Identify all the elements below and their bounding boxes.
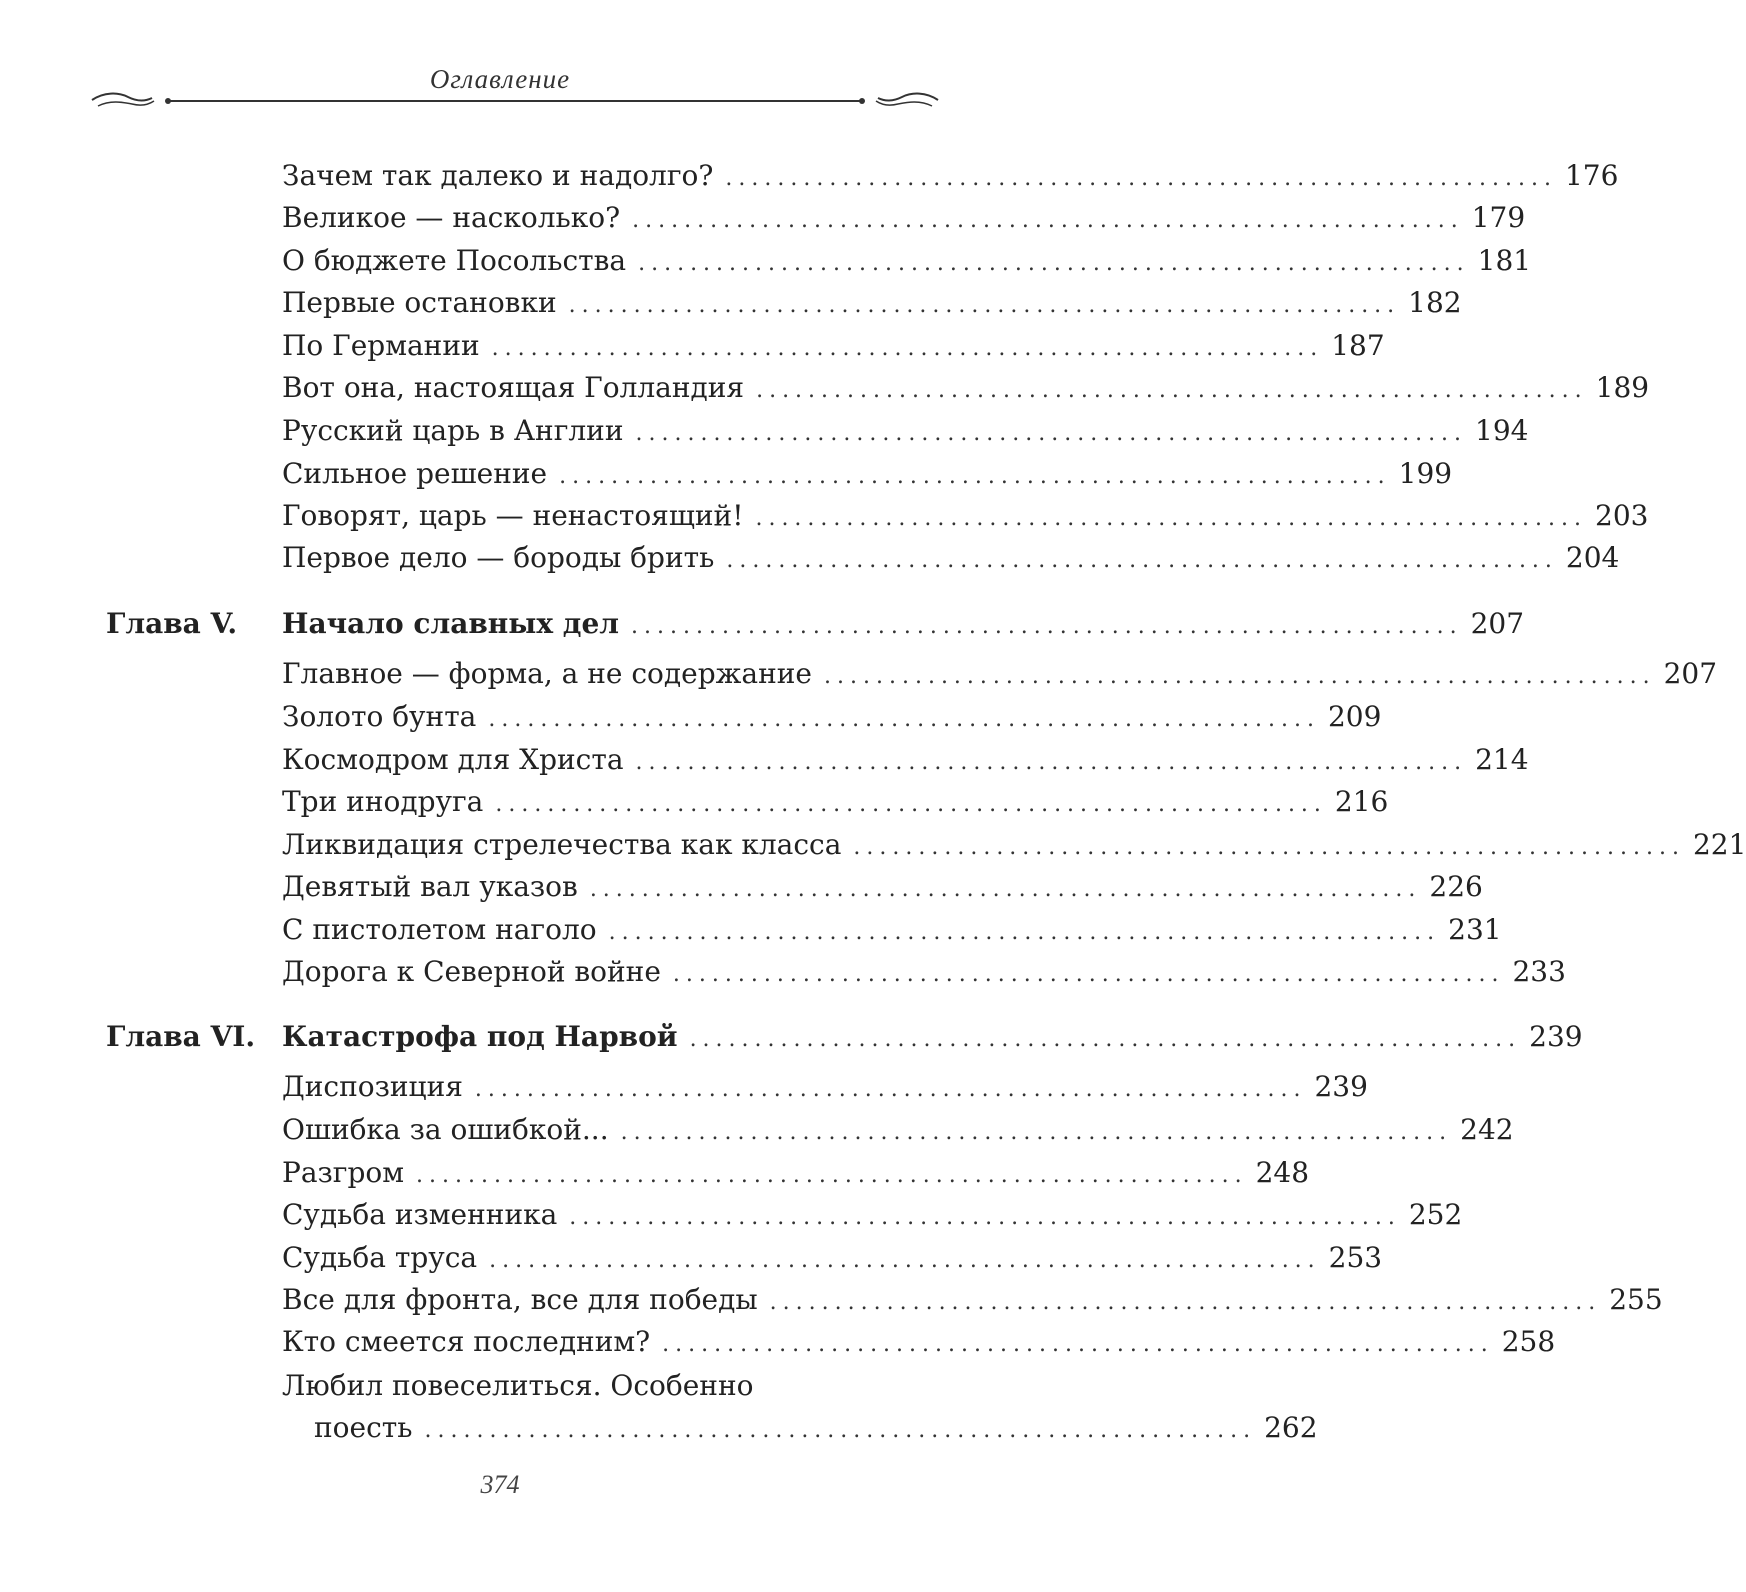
toc-entry-page: 207 <box>1663 657 1718 690</box>
dot-leader: ................................................................ <box>631 614 1463 639</box>
toc-entry-title: Ошибка за ошибкой... <box>282 1113 609 1146</box>
toc-entry-title: Космодром для Христа <box>282 743 624 776</box>
dot-leader: ................................................................ <box>620 1120 1453 1145</box>
dot-leader: ................................................................ <box>638 251 1470 276</box>
toc-entry-title: Судьба труса <box>282 1241 478 1274</box>
toc-entry-title: Разгром <box>282 1156 405 1189</box>
dot-leader: ................................................................ <box>632 208 1464 233</box>
toc-entry-page: 231 <box>1448 913 1502 946</box>
toc-entry[interactable] <box>282 1067 1368 1107</box>
toc-entry-page: 253 <box>1328 1241 1383 1274</box>
toc-entry-page: 248 <box>1255 1156 1310 1189</box>
dot-leader: ................................................................ <box>689 1027 1522 1052</box>
toc-entry-page: 233 <box>1512 955 1566 988</box>
toc-entry-page: 204 <box>1565 541 1620 574</box>
dot-leader: ................................................................ <box>589 877 1422 902</box>
toc-entry-page: 239 <box>1314 1070 1368 1103</box>
toc-entry-title: Девятый вал указов <box>282 870 578 903</box>
toc-entry[interactable] <box>282 326 1385 366</box>
toc-entry-page: 189 <box>1595 371 1650 404</box>
toc-entry[interactable] <box>282 1322 1556 1362</box>
toc-entry-page: 242 <box>1460 1113 1514 1146</box>
toc-entry-title-line1[interactable]: Любил повеселиться. Особенно <box>282 1369 754 1402</box>
toc-entry[interactable] <box>282 825 1746 865</box>
toc-entry-page: 262 <box>1264 1411 1318 1444</box>
toc-entry[interactable] <box>282 283 1462 323</box>
dot-leader: ................................................................ <box>635 750 1468 775</box>
toc-entry-title: Кто смеется последним? <box>282 1325 651 1358</box>
toc-entry-page: 221 <box>1692 828 1746 861</box>
toc-entry-page: 209 <box>1327 700 1382 733</box>
dot-leader: ................................................................ <box>672 962 1505 987</box>
dot-leader: ................................................................ <box>569 1205 1401 1230</box>
toc-entry[interactable] <box>282 411 1529 451</box>
dot-leader: ................................................................ <box>824 664 1656 689</box>
toc-entry[interactable] <box>282 156 1619 196</box>
toc-entry-title: Сильное решение <box>282 457 548 490</box>
header-ornament <box>92 86 938 116</box>
toc-entry-page: 214 <box>1475 743 1529 776</box>
dot-leader: ................................................................ <box>424 1418 1257 1443</box>
toc-entry[interactable] <box>282 1195 1463 1235</box>
toc-entry[interactable] <box>282 1153 1310 1193</box>
chapter-title: Начало славных дел <box>282 607 620 640</box>
toc-entry-title: Дорога к Северной войне <box>282 955 661 988</box>
toc-entry-title: Диспозиция <box>282 1070 463 1103</box>
dot-leader: ................................................................ <box>559 464 1391 489</box>
dot-leader: ................................................................ <box>662 1332 1494 1357</box>
dot-leader: ................................................................ <box>495 792 1327 817</box>
toc-entry-title: Все для фронта, все для победы <box>282 1283 758 1316</box>
toc-entry-page: 216 <box>1334 785 1389 818</box>
toc-entry-title: Зачем так далеко и надолго? <box>282 159 714 192</box>
dot-leader: ................................................................ <box>769 1290 1602 1315</box>
page-number: 374 <box>480 1470 520 1499</box>
toc-entry-page: 226 <box>1429 870 1483 903</box>
toc-entry[interactable] <box>282 782 1389 822</box>
toc-entry-title: Первые остановки <box>282 286 557 319</box>
toc-entry-title: Главное — форма, а не содержание <box>282 657 812 690</box>
chapter-label: Глава V. <box>106 607 238 640</box>
dot-leader: ................................................................ <box>608 920 1441 945</box>
toc-entry[interactable] <box>282 454 1453 494</box>
toc-entry-page: 252 <box>1408 1198 1463 1231</box>
toc-entry[interactable] <box>282 952 1566 992</box>
dot-leader: ................................................................ <box>726 548 1558 573</box>
dot-leader: ................................................................ <box>416 1163 1248 1188</box>
toc-entry-title: Золото бунта <box>282 700 477 733</box>
toc-entry-title: По Германии <box>282 329 480 362</box>
toc-entry[interactable] <box>282 867 1483 907</box>
toc-entry-page: 194 <box>1475 414 1529 447</box>
chapter-title: Катастрофа под Нарвой <box>282 1020 678 1053</box>
dot-leader: ................................................................ <box>474 1077 1307 1102</box>
toc-entry[interactable] <box>282 368 1650 408</box>
toc-entry-page: 187 <box>1331 329 1385 362</box>
toc-entry-title-line2: поесть <box>314 1411 413 1444</box>
toc-entry-page: 181 <box>1477 244 1532 277</box>
dot-leader: ................................................................ <box>488 707 1320 732</box>
toc-entry[interactable] <box>282 740 1529 780</box>
toc-entry-title: Великое — насколько? <box>282 201 621 234</box>
toc-entry-title: Ликвидация стрелечества как класса <box>282 828 842 861</box>
toc-entry[interactable] <box>314 1408 1318 1448</box>
toc-entry-title: Говорят, царь — ненастоящий! <box>282 499 744 532</box>
toc-entry-page: 258 <box>1501 1325 1556 1358</box>
dot-leader: ................................................................ <box>491 336 1324 361</box>
dot-leader: ................................................................ <box>489 1248 1321 1273</box>
toc-entry-title: О бюджете Посольства <box>282 244 627 277</box>
toc-entry-page: 255 <box>1609 1283 1663 1316</box>
toc-entry[interactable] <box>282 496 1649 536</box>
chapter-heading[interactable] <box>282 604 1525 644</box>
toc-entry-title: Три инодруга <box>282 785 484 818</box>
toc-entry[interactable] <box>282 654 1718 694</box>
dot-leader: ................................................................ <box>725 166 1557 191</box>
toc-entry-page: 203 <box>1595 499 1649 532</box>
dot-leader: ................................................................ <box>853 835 1685 860</box>
chapter-heading[interactable] <box>282 1017 1583 1057</box>
toc-entry-page: 176 <box>1564 159 1619 192</box>
toc-entry-title: С пистолетом наголо <box>282 913 597 946</box>
dot-leader: ................................................................ <box>568 293 1401 318</box>
toc-entry-title: Первое дело — бороды брить <box>282 541 715 574</box>
toc-entry-page: 182 <box>1408 286 1462 319</box>
toc-entry[interactable] <box>282 697 1382 737</box>
dot-leader: ................................................................ <box>635 421 1468 446</box>
chapter-page: 207 <box>1470 607 1525 640</box>
chapter-label: Глава VI. <box>106 1020 256 1053</box>
toc-entry[interactable] <box>282 1110 1514 1150</box>
chapter-page: 239 <box>1529 1020 1583 1053</box>
dot-leader: ................................................................ <box>755 506 1588 531</box>
toc-entry-title: Судьба изменника <box>282 1198 558 1231</box>
toc-entry[interactable] <box>282 1238 1383 1278</box>
toc-entry-page: 199 <box>1398 457 1453 490</box>
toc-entry[interactable] <box>282 198 1526 238</box>
toc-entry[interactable] <box>282 538 1620 578</box>
toc-entry[interactable] <box>282 910 1502 950</box>
dot-leader: ................................................................ <box>756 378 1588 403</box>
toc-entry-page: 179 <box>1471 201 1526 234</box>
toc-entry[interactable] <box>282 241 1532 281</box>
running-header: Оглавление <box>429 64 571 94</box>
toc-entry[interactable] <box>282 1280 1663 1320</box>
toc-entry-title: Вот она, настоящая Голландия <box>282 371 745 404</box>
toc-entry-title: Русский царь в Англии <box>282 414 624 447</box>
